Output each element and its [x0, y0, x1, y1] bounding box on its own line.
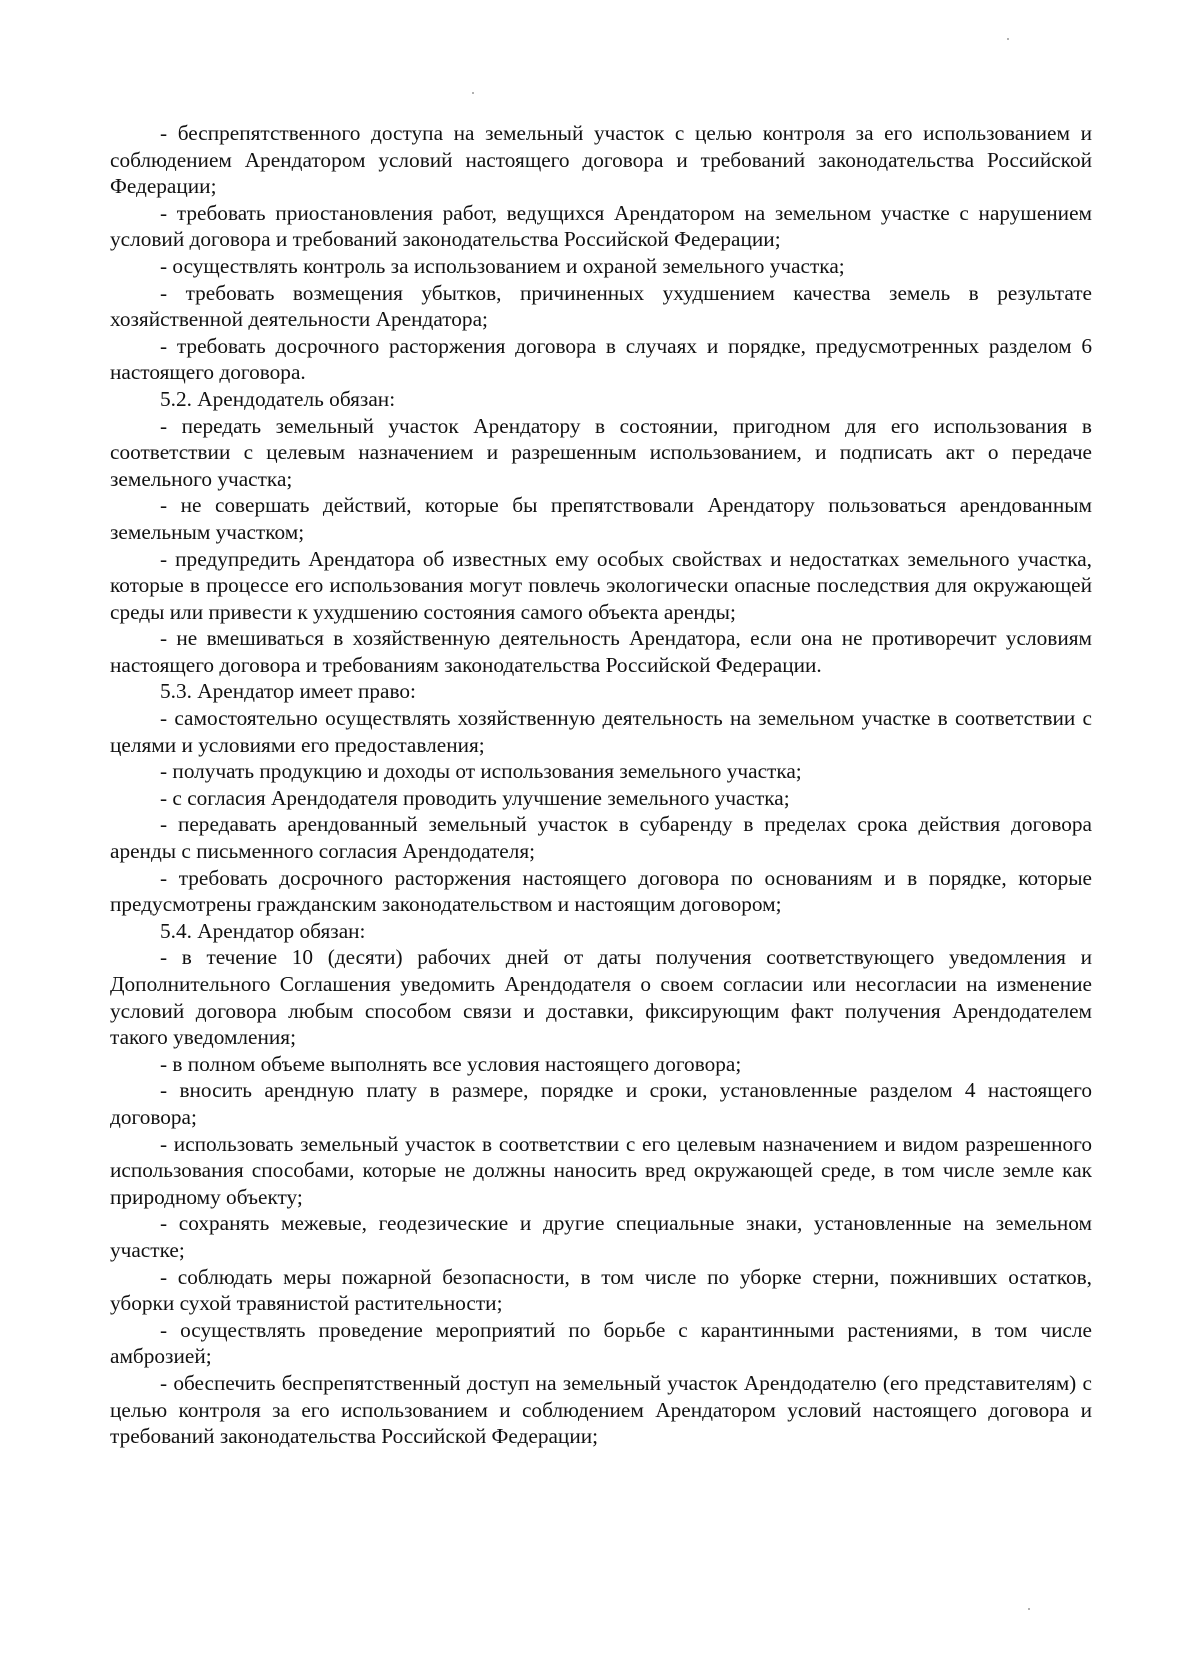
paragraph-improvement: - с согласия Арендодателя проводить улучшение земельного участка;	[160, 785, 790, 810]
scan-speck-top-center	[472, 92, 474, 94]
paragraph-receive-income: - получать продукцию и доходы от использования земельного участка;	[160, 759, 802, 784]
scan-speck-bottom-right	[1028, 1608, 1030, 1610]
paragraph-access-control: - беспрепятственного доступа на земельный участок с целью контроля за его использованием и соблюдением Арендатором условий настоящего договора и требований законодательства Российской Федерации;	[110, 121, 1092, 199]
paragraph-early-termination-landlord: - требовать досрочного расторжения договора в случаях и порядке, предусмотренных разделом 6 настоящего договора.	[110, 333, 1092, 385]
paragraph-land-control: - осуществлять контроль за использованием и охраной земельного участка;	[160, 253, 845, 278]
paragraph-quarantine-plants: - осуществлять проведение мероприятий по борьбе с карантинными растениями, в том числе амброзией;	[110, 1317, 1092, 1369]
paragraph-fire-safety: - соблюдать меры пожарной безопасности, в том числе по уборке стерни, пожнивших остатков, уборки сухой травянистой растительности;	[110, 1264, 1092, 1316]
paragraph-no-obstruction: - не совершать действий, которые бы препятствовали Арендатору пользоваться арендованным земельным участком;	[110, 493, 1092, 544]
paragraph-early-termination-tenant: - требовать досрочного расторжения настоящего договора по основаниям и в порядке, которые предусмотрены гражданским законодательством и настоящим договором;	[110, 865, 1092, 917]
paragraph-suspend-works: - требовать приостановления работ, ведущихся Арендатором на земельном участке с нарушением условий договора и требований законодательства Российской Федерации;	[110, 200, 1092, 252]
paragraph-notify-landlord: - в течение 10 (десяти) рабочих дней от даты получения соответствующего уведомления и Дополнительного Соглашения уведомить Арендодателя о своем согласии или несогласии на изменение условий договора любым способом связи и доставки, фиксирующим факт получения Арендодателем такого уведомления;	[110, 945, 1092, 1050]
paragraph-damages: - требовать возмещения убытков, причиненных ухудшением качества земель в результате хозяйственной деятельности Арендатора;	[110, 280, 1092, 332]
section-heading-5-4: 5.4. Арендатор обязан:	[160, 918, 366, 943]
document-page	[110, 120, 1092, 1450]
section-heading-5-2: 5.2. Арендодатель обязан:	[160, 386, 396, 411]
paragraph-warn-defects: - предупредить Арендатора об известных ему особых свойствах и недостатках земельного участка, которые в процессе его использования могут повлечь экологически опасные последствия для окружающей среды или привести к ухудшению состояния самого объекта аренды;	[110, 546, 1092, 624]
section-heading-5-3: 5.3. Арендатор имеет право:	[160, 679, 416, 704]
paragraph-no-interference: - не вмешиваться в хозяйственную деятельность Арендатора, если она не противоречит условиям настоящего договора и требованиям законодательства Российской Федерации.	[110, 626, 1092, 677]
paragraph-sublease: - передавать арендованный земельный участок в субаренду в пределах срока действия договора аренды с письменного согласия Арендодателя;	[110, 812, 1092, 864]
paragraph-preserve-markers: - сохранять межевые, геодезические и другие специальные знаки, установленные на земельном участке;	[110, 1211, 1092, 1262]
paragraph-provide-access: - обеспечить беспрепятственный доступ на земельный участок Арендодателю (его представителям) с целью контроля за его использованием и соблюдением Арендатором условий настоящего договора и требований законодательства Российской Федерации;	[110, 1370, 1092, 1449]
paragraph-transfer-land: - передать земельный участок Арендатору в состоянии, пригодном для его использования в соответствии с целевым назначением и разрешенным использованием, и подписать акт о передаче земельного участка;	[110, 413, 1092, 491]
scan-speck-top-right	[1007, 38, 1009, 40]
paragraph-use-land: - использовать земельный участок в соответствии с его целевым назначением и видом разрешенного использования способами, которые не должны наносить вред окружающей среде, в том числе земле как природному объекту;	[110, 1131, 1092, 1209]
paragraph-fulfill-conditions: - в полном объеме выполнять все условия настоящего договора;	[160, 1051, 742, 1076]
paragraph-pay-rent: - вносить арендную плату в размере, порядке и сроки, установленные разделом 4 настоящего договора;	[110, 1078, 1092, 1129]
paragraph-independent-activity: - самостоятельно осуществлять хозяйственную деятельность на земельном участке в соответствии с целями и условиями его предоставления;	[110, 706, 1092, 757]
